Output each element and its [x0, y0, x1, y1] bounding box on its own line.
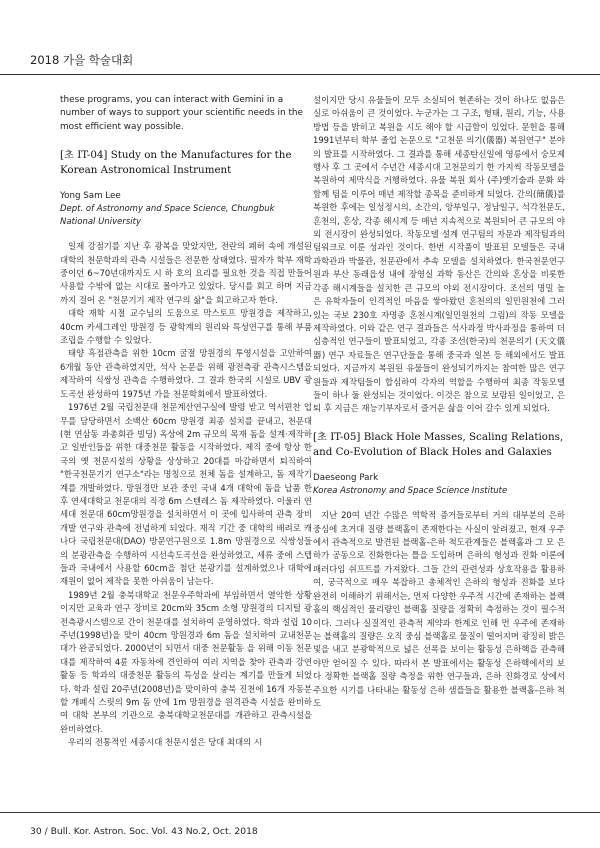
abstract-paragraph: 1989년 2월 충북대학교 천문우주학과에 부임하면서 열악한 상황이지만 교육과 연구 장비로 20cm와 35cm 소형 망원경의 디지털 광전측광시스템으로 간이 천문대를 설치하여 운영하였다. 학과 설립 10 주년(1998년)을 맞이 40cm 망원경과 6m 돔을 설치하여 교내천문대가 완공되었다. 2000년이 되면서 대중 천문활동 을 위해 이동 천문대를 제작하여 4륜 자동차에 견인하여 여러 지역을 찾아 관측과 강연 활동 등 학과의 대중천문 활동의 특성을 살리는 계기를 만들게 되었다. 학과 설립 20주년(2008년)을 맞이하여 충북 진천에 16개 자동분할 개폐식 스릿의 9m 돔 안에 1m 망원경을 원격관측 시설을 완비하여 대학 본부의 기관으로 충북대학교천문대를 개관하고 관측시설을 완비하였다. [60, 589, 312, 734]
abstract-title: [초 IT-04] Study on the Manufactures for the Korean Astronomical Instrument [60, 149, 292, 177]
author-name: Daeseong Park [313, 472, 379, 483]
abstract-paragraph: 대학 재학 시절 교수님의 도움으로 막스토프 망원경을 제작하고, 40cm 카세그레인 망원경 등 광학계의 원리와 특성연구를 통해 부품 조립을 수행할 수 있었다. [60, 308, 312, 346]
footer-rule [0, 812, 600, 813]
abstract-paragraph: 1976년 2월 국립천문대 천문계산연구실에 발령 받고 역서편찬 업무를 담당하면서 소백산 60cm 망원경 최종 설치를 끝내고, 천문대(현 연삼동 과총회관 빌딩) 옥상에 2m 규모의 목재 돔을 설계·제작하고 일반인들을 위한 대중천문 활동을 시작하였다. 제직 중에 항상 한국의 옛 천문시설의 상황을 상상하고 20대를 마감하면서 퇴직하여 "한국천문기기 연구소"라는 명칭으로 천체 돔을 설계하고, 돔 제작기계를 개발하였다. 망원경만 보관 중인 국내 4개 대학에 돔을 납품 한 후 연세대학교 천문대의 직경 6m 스텐레스 돔 제작하였다. 이울러 연세대 천문대 60cm망원경을 설치하면서 이 곳에 입사하여 관측 장비개발 연구와 관측에 전념하게 되었다. 재직 기간 중 대학의 배려로 캐나다 국립천문대(DAO) 방문연구원으로 1.8m 망원경으로 식쌍성들의 분광관측을 수행하여 시선속도곡선을 완성하였고, 세류 중에 스텝들과 국내에서 사용할 60cm을 첨단 분광기를 설계하였으나 대학에 재원이 없어 제작을 못한 아쉬움이 남는다. [60, 402, 312, 587]
header-rule [0, 74, 600, 75]
continued-paragraph: 설이지만 당시 유물들이 모두 소실되어 현존하는 것이 하나도 없음은 실로 아쉬움이 큰 것이었다. 누군가는 그 구조, 형태, 원리, 기능, 사용방법 등을 밝히고 복원을 시도 해야 할 시급함이 있었다. 문헌을 통해 1991년부터 학부 졸업 논문으로 "고천문 의기(儀器) 복원연구" 분야의 발표를 시작하였다. 그 결과를 통해 세종탄신일에 영릉에서 숭모제 행사 후 그 곳에서 수년간 세종시대 고천문의기 한 가지씩 작동모델을 복원하여 제막식을 거행하였다. 유물 복원 회사 (주)옛기술과 문화 와 함께 팀을 이루어 매년 제작할 종목을 준비하게 되었다. 간의(簡儀)를 복원한 후에는 일성정시의, 소간의, 앙부일구, 정남일구, 석각천문도, 혼천의, 혼상, 각종 해시계 등 매년 지속적으로 복원되어 큰 규모의 야외 전시장이 완성되었다. 작동모델 설계 연구팀의 자문과 제작팀과의 팀워크로 이룬 성과인 것이다. 한번 시작품이 발표된 모델들은 국내 과학관과 박물관, 천문관에서 추속 모델을 설치하였다. 한국천문연구원과 부산 동래읍성 내에 장영실 과학 동산은 간의와 혼상을 비롯한 각종 해시계들을 설치한 큰 규모의 야외 전시장이다. 조선의 명밀 높은 유학자들이 인격적인 마음을 쌓아왔던 혼천의의 일민원천에 그러 있는 국보 230호 자명종 혼천시계(일민원천의 그림)의 작동 모델을 제작하였다. 이와 같은 연구 결과들은 석사과정 박사과정을 통하여 더 심층적인 연구들이 발표되었고, 각종 조선(한국)의 천문의기 (天文儀器) 연구 자료들은 연구단들을 통해 중국과 일본 등 해외에서도 발표되었다. 지금까지 복원된 유물들이 완성되기까지는 참여한 많은 연구원들과 제작팀들이 합심하여 각자의 역할을 수행하여 최종 작동모델들이 하나 둘 완성되는 것이었다. 이것은 참으로 보람된 일이었고, 은퇴 후 지금은 재능기부자로서 즐거운 삶을 이어 갈수 있게 되었다. [313, 95, 565, 414]
running-header: 2018 가을 학술대회 [30, 53, 134, 67]
abstract-paragraph: 지난 20여 년간 수많은 역학적 증거들로부터 거의 대부분의 은하 중심에 초거대 질량 블랙홀이 존재한다는 사실이 알려졌고, 현재 우주에서 관측적으로 발견된 블랙홀-은하 척도관계들은 블랙홀과 그 모 은하가 공동으로 진화한다는 틀을 도입하며 은하의 형성과 진화 이론에 패러다임 쉬프트를 가져왔다. 그들 간의 관련성과 상호작용을 활용하여, 궁극적으로 매우 복잡하고 총체적인 은하의 형성과 진화를 보다 완전히 이해하기 위해서는, 먼저 다양한 우주적 시간에 존재하는 블랙홀의 핵심적인 물리량인 블랙홀 질량을 정확히 측정하는 것이 필수적이다. 그러나 실질적인 관측적 제약과 한계로 인해 먼 우주에 존재하는 블랙홀의 질량은 오직 중심 블랙홀로 물질이 떨어지며 광징히 밝은 빛을 내고 분광학적으로 넓은 선폭을 보이는 활동성 은하핵을 관측해야만 얻어질 수 있다. 따라서 본 발표에서는 활동성 은하핵에서의 보다 정확한 블랙홀 질량 측정을 위한 연구들과, 은하 진화경로 상에서 주요한 시기를 나타내는 활동성 은하 샘플들을 활용한 블랙홀-은하 척도 [313, 510, 565, 708]
left-column [60, 94, 312, 750]
author-name: Yong Sam Lee [60, 191, 121, 202]
abstract-it04 [60, 148, 312, 749]
right-column [313, 94, 565, 710]
page-footer: 30 / Bull. Kor. Astron. Soc. Vol. 43 No.2, Oct. 2018 [30, 826, 258, 837]
abstract-it05 [313, 430, 565, 711]
abstract-paragraph: 일제 강점기를 지난 후 광복을 맞았지만, 전란의 폐허 속에 개설된 대학의 천문학과의 관측 시설들은 전문한 상태였다. 필자가 학부 재학 중이던 6~70년대까지도 시 하 호의 요리를 필요한 것을 직접 만들어 사용할 수밖에 없는 시대로 몰아가고 있었다. 당시를 회고 하며 지금까지 걸어 온 "천문기기 제작 연구의 삶"을 회고하고자 한다. [60, 241, 312, 305]
author-affiliation: Dept. of Astronomy and Space Science, Chungbuk National University [60, 204, 275, 227]
continued-intro-text: these programs, you can interact with Gemini in a number of ways to support your scientific needs in the most efficient way possible. [60, 95, 304, 132]
abstract-paragraph: 태양 흑점관측을 위한 10cm 굴절 망원경의 투영시설을 고안하여 6개월 동안 관측하였지만, 석사 논문을 위해 광전측광 관측시스템을 제작하여 식쌍성 관측을 수행하였다. 그 결과 한국의 시설로 UBV 광도곡선 완성하여 1975년 가을 천문학회에서 발표하였다. [60, 348, 312, 399]
abstract-paragraph: 우리의 전통적인 세종시대 천문시설은 당대 최대의 시 [68, 737, 262, 748]
abstract-title: [초 IT-05] Black Hole Masses, Scaling Relations, and Co-Evolution of Black Holes and Galaxies [313, 430, 564, 458]
author-affiliation: Korea Astronomy and Space Science Institute [313, 485, 508, 496]
